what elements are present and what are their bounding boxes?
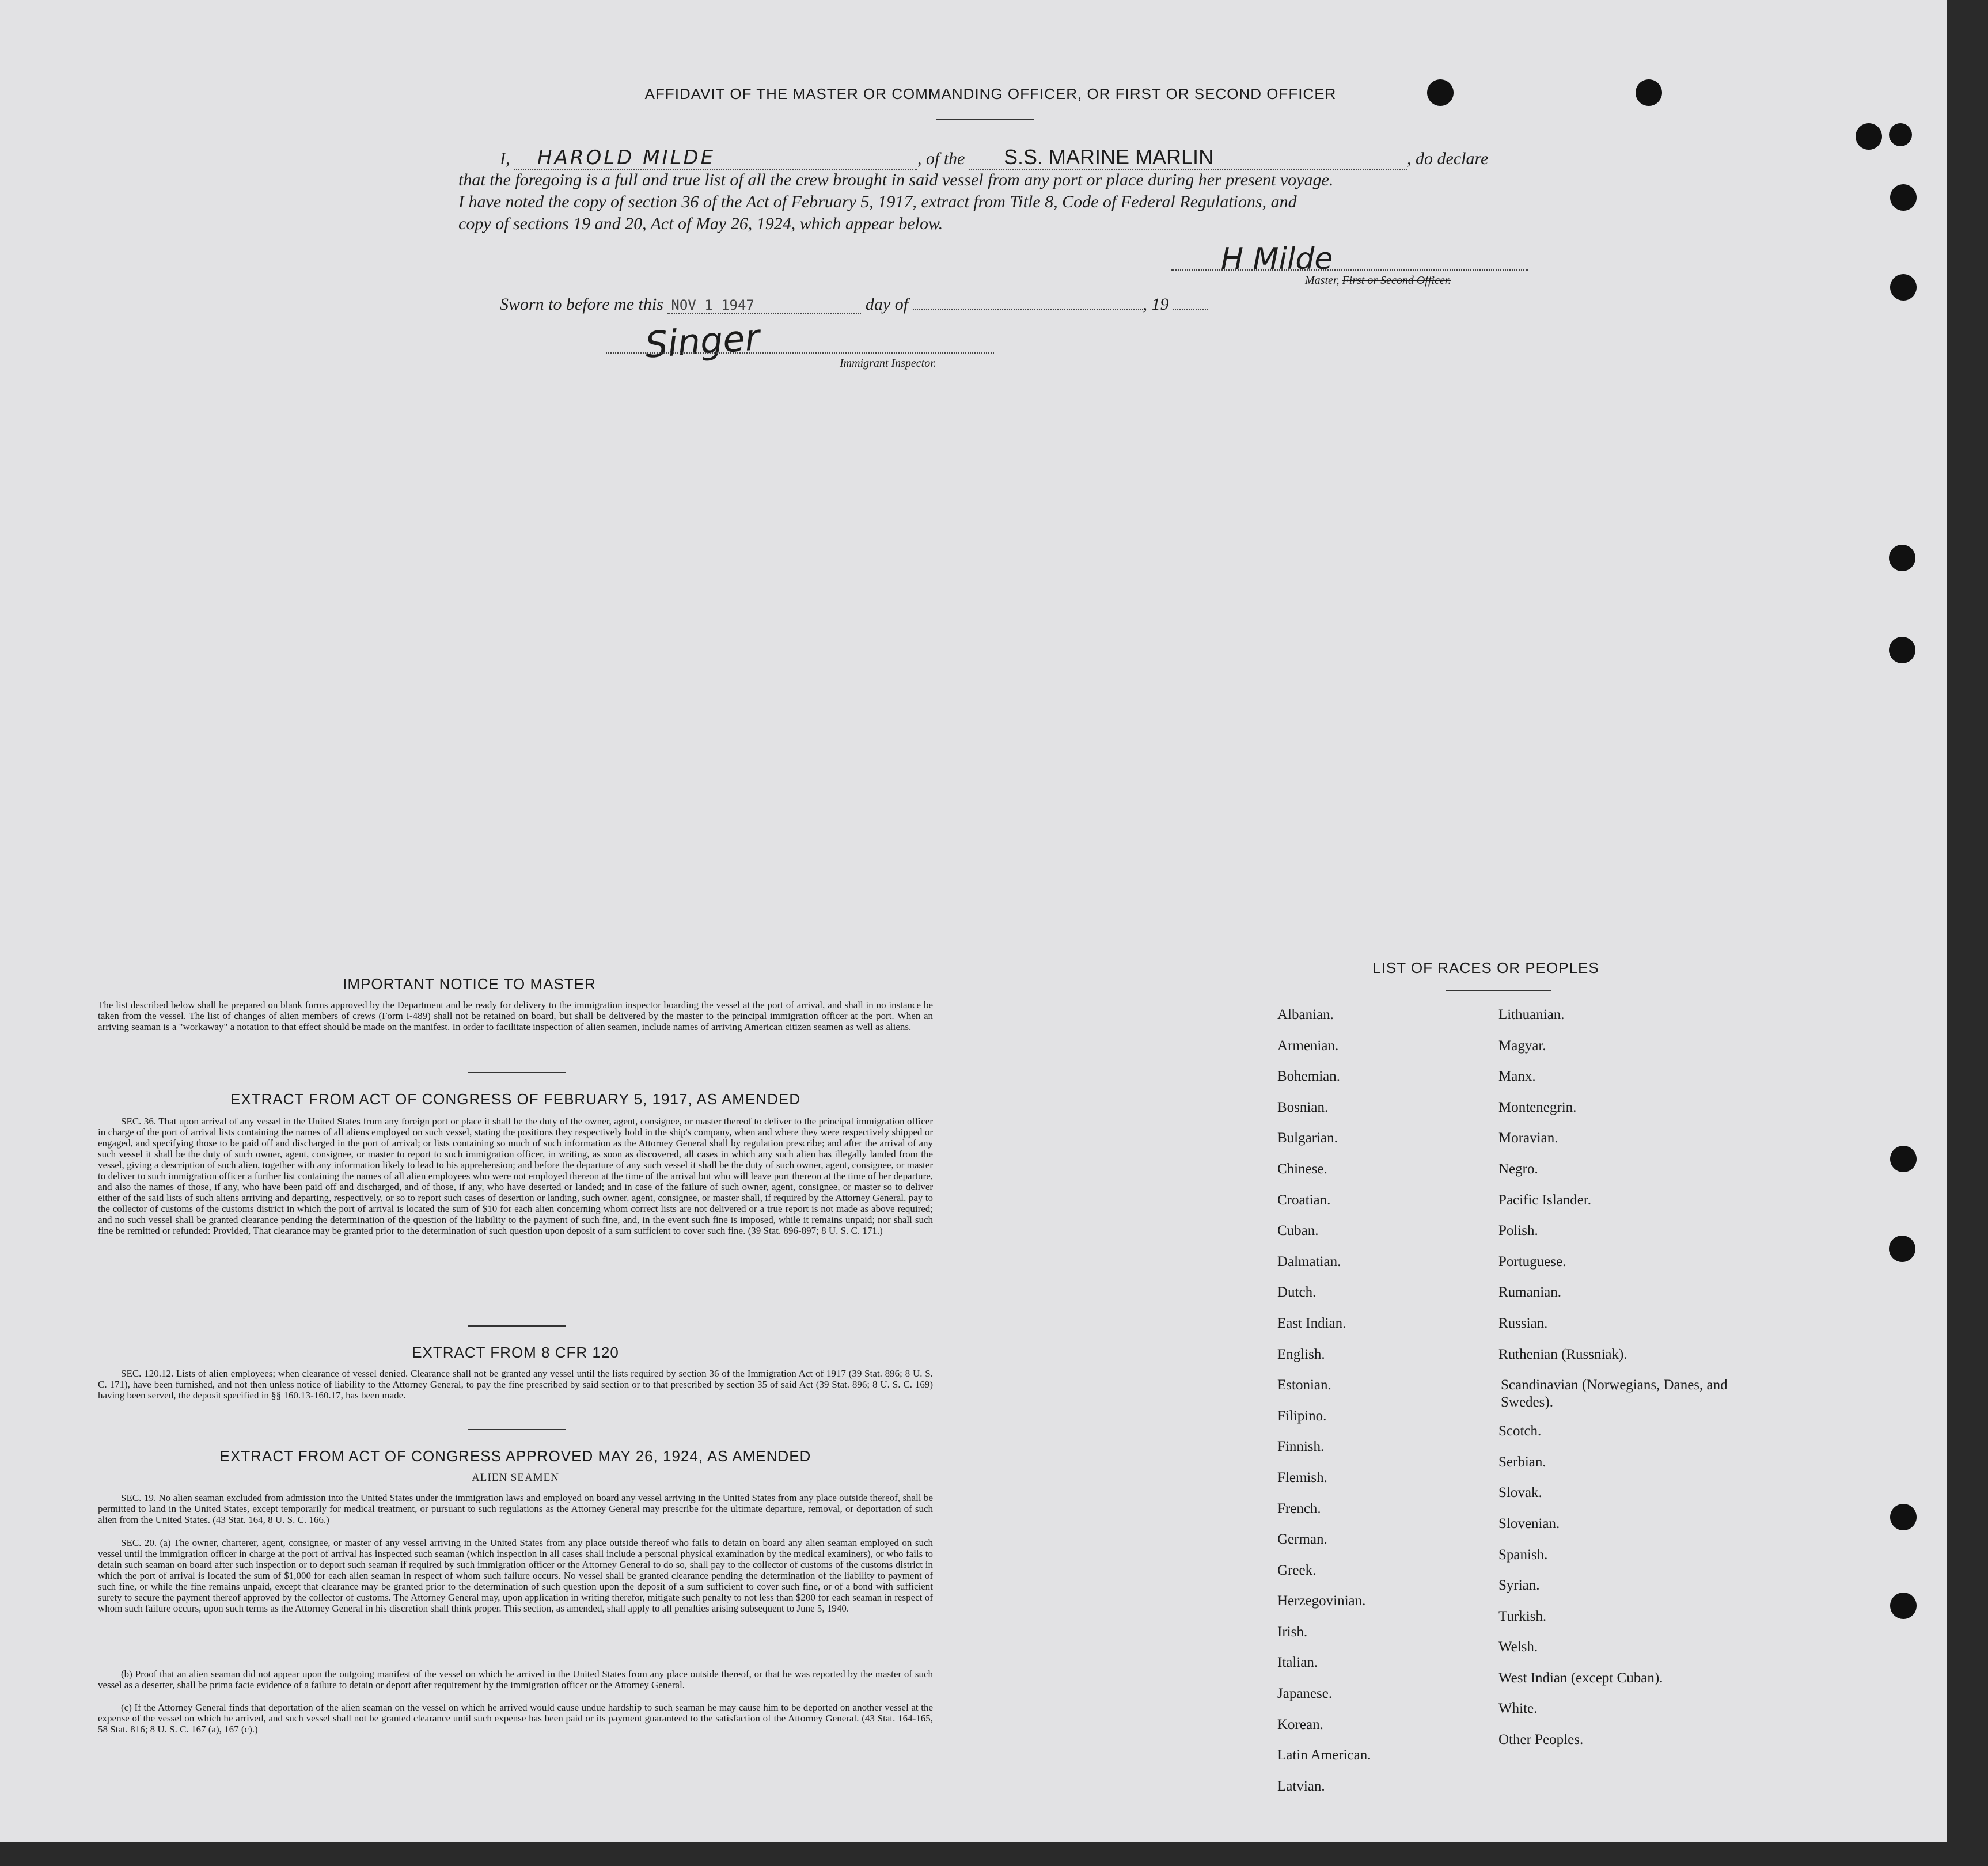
race-item: Negro. xyxy=(1498,1161,1538,1177)
notice-title: IMPORTANT NOTICE TO MASTER xyxy=(343,975,596,993)
race-item: French. xyxy=(1277,1500,1321,1517)
punch-hole xyxy=(1856,123,1882,150)
section-divider xyxy=(468,1072,566,1073)
race-item: Slovenian. xyxy=(1498,1515,1560,1531)
race-item: Moravian. xyxy=(1498,1130,1558,1146)
declaration-line-1 xyxy=(500,145,1488,170)
race-item: Slovak. xyxy=(1498,1485,1542,1501)
sworn-label: Sworn to before me this xyxy=(500,295,663,314)
punch-hole xyxy=(1890,1146,1917,1172)
of-the-label: , of the xyxy=(917,149,965,168)
punch-hole xyxy=(1889,637,1915,663)
races-left-column xyxy=(1277,1006,1496,1808)
affidavit-title: AFFIDAVIT OF THE MASTER OR COMMANDING OFFICER, OR FIRST OR SECOND OFFICER xyxy=(644,85,1337,102)
day-of-label: day of xyxy=(865,295,909,314)
extract-1924-title: EXTRACT FROM ACT OF CONGRESS APPROVED MAY 26, 1924, AS AMENDED xyxy=(219,1447,811,1465)
race-item: Herzegovinian. xyxy=(1277,1593,1366,1609)
inspector-caption: Immigrant Inspector. xyxy=(840,357,936,370)
master-caption xyxy=(1305,274,1451,287)
race-item: English. xyxy=(1277,1346,1325,1362)
race-item: Welsh. xyxy=(1498,1639,1538,1655)
race-item: Serbian. xyxy=(1498,1454,1546,1470)
race-item: Bohemian. xyxy=(1277,1069,1341,1085)
month-field[interactable] xyxy=(913,309,1143,310)
master-signature: H Milde xyxy=(1221,242,1333,276)
race-item: Rumanian. xyxy=(1498,1284,1562,1301)
extract-1924-sec19: SEC. 19. No alien seaman excluded from admission into the United States under the immigration laws and employed on board any vessel arriving in the United States from any place outside thereof, shall be permitted to land in the United States, except temporarily for medical treatment, or pursuant to such regulations as the Attorney General may prescribe for the ultimate departure, removal, or deportation of such alien from the United States. (43 Stat. 164, 8 U. S. C. 166.) xyxy=(98,1492,933,1525)
race-item: Latin American. xyxy=(1277,1747,1371,1764)
race-item: Scotch. xyxy=(1498,1423,1542,1439)
race-item: Scandinavian (Norwegians, Danes, and Swedes). xyxy=(1501,1377,1728,1411)
master-signature-line xyxy=(1171,269,1528,271)
punch-hole xyxy=(1890,1593,1917,1619)
race-item: Croatian. xyxy=(1277,1192,1331,1208)
i-label: I, xyxy=(500,149,510,168)
punch-hole xyxy=(1889,123,1912,146)
race-item: Dutch. xyxy=(1277,1284,1317,1301)
race-item: Portuguese. xyxy=(1498,1253,1566,1270)
year-field[interactable] xyxy=(1173,309,1208,310)
race-item: Flemish. xyxy=(1277,1469,1327,1485)
race-item: White. xyxy=(1498,1701,1538,1717)
punch-hole xyxy=(1890,1504,1917,1530)
extract-1924-subtitle: ALIEN SEAMEN xyxy=(472,1472,559,1484)
race-item: Magyar. xyxy=(1498,1037,1546,1054)
race-item: Syrian. xyxy=(1498,1578,1540,1594)
race-item: Bulgarian. xyxy=(1277,1130,1338,1146)
races-title: LIST OF RACES OR PEOPLES xyxy=(1372,959,1599,976)
race-item: Latvian. xyxy=(1277,1778,1325,1794)
race-item: Ruthenian (Russniak). xyxy=(1498,1346,1627,1362)
vessel-name: S.S. MARINE MARLIN xyxy=(969,145,1407,170)
extract-cfr-text: SEC. 120.12. Lists of alien employees; when clearance of vessel denied. Clearance shall not be granted any vessel until the lists required by section 36 of the Immigration Act of 1917 (39 Stat. 896; 8 U. S. C. 171), have been furnished, and not then unless notice of liability to the Attorney General, to pay the fine prescribed by said section or to that prescribed by section 35 of said Act (39 Stat. 896; 8 U. S. C. 169) having been served, the deposit specified in §§ 160.13-160.17, has been made. xyxy=(98,1368,933,1401)
punch-hole xyxy=(1890,184,1917,211)
race-item: Estonian. xyxy=(1277,1377,1331,1393)
race-item: Finnish. xyxy=(1277,1439,1325,1455)
race-item: West Indian (except Cuban). xyxy=(1498,1670,1663,1686)
declaration-line-2: that the foregoing is a full and true list of all the crew brought in said vessel from any port or place during her present voyage. xyxy=(458,170,1334,189)
race-item: Filipino. xyxy=(1277,1408,1327,1424)
extract-1917-text: SEC. 36. That upon arrival of any vessel in the United States from any foreign port or place it shall be the duty of the owner, agent, consignee, or master thereof to deliver to the principal immigration officer in charge of the port of arrival lists containing the names of all aliens employed on such vessel, stating the positions they respectively hold in the ship's company, when and where they were respectively shipped or engaged, and specifying those to be paid off and discharged in the port of arrival; or lists containing so much of such information as the Attorney General shall by regulation prescribe; and after the arrival of any such vessel it shall be the duty of such owner, agent, consignee, or master to report to such immigration officer, in writing, as soon as discovered, all cases in which any such alien has illegally landed from the vessel, giving a description of such alien, together with any information likely to lead to his apprehension; and before the departure of any such vessel it shall be the duty of such owner, agent, consignee, or master to deliver to such immigration officer a further list containing the names of all alien employees who were not employed thereon at the time of the arrival but who will leave port thereon at the time of her departure, and also the names of those, if any, who have been paid off and discharged, and of those, if any, who have deserted or landed; and in case of the failure of such owner, agent, consignee, or master so to deliver either of the said lists of such aliens arriving and departing, respectively, or so to report such cases of desertion or landing, such owner, agent, consignee, or master shall, if required by the Attorney General, pay to the collector of customs of the customs district in which the port of arrival is located the sum of $10 for each alien concerning whom correct lists are not delivered or a true report is not made as above required; and no such vessel shall be granted clearance pending the determination of the question of the liability to the payment of such fine, and, in the event such fine is imposed, while it remains unpaid; nor shall such fine be remitted or refunded: Provided, That clearance may be granted prior to the determination of such question upon deposit of a sum sufficient to cover such fine. (39 Stat. 896-897; 8 U. S. C. 171.) xyxy=(98,1116,933,1236)
sworn-line xyxy=(500,295,1208,314)
race-item: Spanish. xyxy=(1498,1546,1548,1563)
race-item: Chinese. xyxy=(1277,1161,1327,1177)
notice-text: The list described below shall be prepared on blank forms approved by the Department and be ready for delivery to the immigration inspector boarding the vessel at the port of arrival, and shall in no instance be taken from the vessel. The list of changes of alien members of crews (Form I-489) shall not be retained on board, but shall be delivered by the master to the principal immigration officer at the port. When an arriving seaman is a "workaway" a notation to that effect should be made on the manifest. In order to facilitate inspection of alien seamen, include names of arriving American citizen seamen as well as aliens. xyxy=(98,999,933,1032)
extract-1924-sec20b: (b) Proof that an alien seaman did not appear upon the outgoing manifest of the vessel on which he arrived in the United States from any place outside thereof, or that he was reported by the master of such vessel as a deserter, shall be prima facie evidence of a failure to detain or deport after requirement by the immigration officer or the Attorney General. xyxy=(98,1669,933,1690)
extract-cfr-title: EXTRACT FROM 8 CFR 120 xyxy=(412,1344,619,1361)
races-divider xyxy=(1446,990,1551,991)
race-item: Montenegrin. xyxy=(1498,1099,1577,1115)
do-declare-label: , do declare xyxy=(1407,149,1489,168)
race-item: Korean. xyxy=(1277,1716,1323,1732)
race-item: Albanian. xyxy=(1277,1007,1334,1023)
race-item: Other Peoples. xyxy=(1498,1732,1584,1748)
master-caption-officer: First or Second Officer. xyxy=(1342,274,1451,287)
declarant-name: HAROLD MILDE xyxy=(514,146,917,170)
race-item: Greek. xyxy=(1277,1562,1317,1578)
declaration-line-3: I have noted the copy of section 36 of the Act of February 5, 1917, extract from Title 8, Code of Federal Regulations, and xyxy=(458,192,1297,211)
declaration-line-4: copy of sections 19 and 20, Act of May 26, 1924, which appear below. xyxy=(458,214,943,233)
year-label: , 19 xyxy=(1143,295,1169,314)
punch-hole xyxy=(1890,274,1917,301)
race-item: Lithuanian. xyxy=(1498,1007,1565,1023)
section-divider xyxy=(468,1325,566,1327)
race-item: Dalmatian. xyxy=(1277,1253,1341,1270)
inspector-signature-line xyxy=(606,352,994,354)
punch-hole xyxy=(1636,79,1662,106)
race-item: Japanese. xyxy=(1277,1686,1333,1702)
race-item: East Indian. xyxy=(1277,1315,1346,1331)
races-right-column xyxy=(1498,1006,1740,1762)
extract-1924-sec20a: SEC. 20. (a) The owner, charterer, agent, consignee, or master of any vessel arriving in the United States from any place outside thereof who fails to detain on board any alien seaman employed on such vessel until the immigration officer in charge at the port of arrival has inspected such seaman (which inspection in all cases shall include a personal physical examination by the medical examiners), or who fails to detain such seaman on board after such inspection or to deport such seaman if required by such immigration officer or the Attorney General to do so, shall pay to the collector of customs of the customs district in which the port of arrival is located the sum of $1,000 for each alien seaman in respect of whom such failure occurs. No vessel shall be granted clearance pending the determination of the liability to payment of such fine, or while the fine remains unpaid, except that clearance may be granted prior to the determination of such question upon the deposit of a sum sufficient to cover such fine, or of a bond with sufficient surety to secure the payment thereof approved by the collector of customs. The Attorney General may, upon application in writing therefor, mitigate such penalty to not less than $200 for each seaman in respect of whom such failure occurs, upon such terms as the Attorney General in his discretion shall think proper. This section, as amended, shall apply to all penalties arising subsequent to June 5, 1940. xyxy=(98,1537,933,1614)
race-item: Italian. xyxy=(1277,1655,1318,1671)
extract-1924-sec20c: (c) If the Attorney General finds that deportation of the alien seaman on the vessel on which he arrived would cause undue hardship to such seaman he may cause him to be deported on another vessel at the expense of the vessel on which he arrived, and such vessel shall not be granted clearance until such expense has been paid or its payment guaranteed to the satisfaction of the Attorney General. (43 Stat. 164-165, 58 Stat. 816; 8 U. S. C. 167 (a), 167 (c).) xyxy=(98,1702,933,1735)
extract-1917-title: EXTRACT FROM ACT OF CONGRESS OF FEBRUARY 5, 1917, AS AMENDED xyxy=(230,1090,800,1108)
punch-hole xyxy=(1889,545,1915,571)
race-item: Manx. xyxy=(1498,1069,1536,1085)
sworn-date-stamp: NOV 1 1947 xyxy=(667,297,861,314)
race-item: Russian. xyxy=(1498,1315,1548,1331)
master-caption-master: Master, xyxy=(1305,274,1340,287)
race-item: Bosnian. xyxy=(1277,1099,1329,1115)
race-item: Turkish. xyxy=(1498,1608,1547,1624)
section-divider xyxy=(468,1429,566,1430)
punch-hole xyxy=(1889,1236,1915,1262)
race-item: Pacific Islander. xyxy=(1498,1192,1592,1208)
race-item: Irish. xyxy=(1277,1624,1308,1640)
inspector-signature: Singer xyxy=(643,316,761,366)
race-item: Polish. xyxy=(1498,1223,1538,1239)
race-item: German. xyxy=(1277,1531,1327,1548)
race-item: Armenian. xyxy=(1277,1037,1339,1054)
race-item: Cuban. xyxy=(1277,1223,1319,1239)
title-divider xyxy=(936,119,1034,120)
